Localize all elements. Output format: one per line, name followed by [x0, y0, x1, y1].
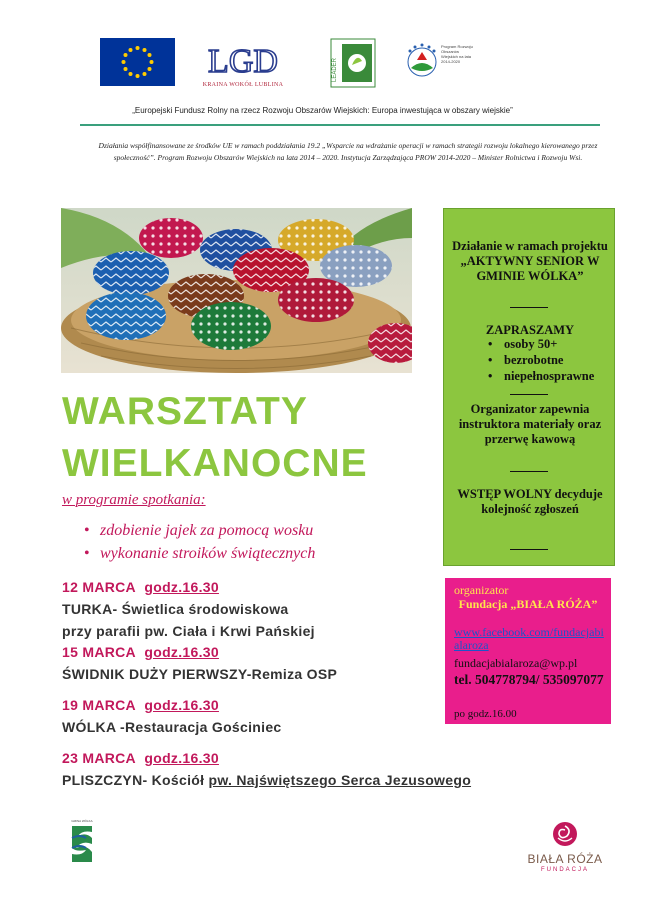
program-item: • wykonanie stroików świątecznych — [84, 545, 315, 568]
organizer-name: Fundacja „BIAŁA RÓŻA” — [458, 597, 598, 611]
schedule-date: 15 MARCA — [62, 644, 136, 660]
invite-item: • niepełnosprawne — [488, 369, 594, 385]
wolka-logo-icon — [68, 818, 96, 868]
eu-flag-icon — [100, 38, 175, 86]
schedule-time: godz.16.30 — [144, 750, 219, 766]
title-line-2: WIELKANOCNE — [62, 442, 368, 485]
rose-logo-icon — [520, 820, 610, 876]
organizer-box — [445, 578, 611, 724]
logo-strip — [0, 38, 645, 90]
eafrd-slogan: „Europejski Fundusz Rolny na rzecz Rozwoju Obszarów Wiejskich: Europa inwestująca w obszary wiejskie” — [132, 106, 513, 115]
leader-caption: LEADER — [332, 57, 338, 82]
divider — [510, 394, 548, 395]
schedule-place-prefix: PLISZCZYN- Kościół — [62, 772, 209, 788]
facebook-link[interactable]: www.facebook.com/fundacjabialaroza — [454, 625, 604, 652]
schedule-date-row — [62, 579, 219, 595]
lgd-mark: LGD — [208, 43, 278, 78]
schedule-place-underlined: pw. Najświętszego Serca Jezusowego — [208, 772, 472, 788]
schedule-date-row — [62, 697, 219, 713]
lgd-caption: KRAINA WOKÓŁ LUBLINA — [202, 82, 284, 88]
contact-hours: po godz.16.00 — [454, 708, 517, 720]
leader-logo-icon — [330, 38, 376, 88]
prow-logo-icon — [405, 42, 475, 86]
header-divider — [80, 124, 600, 126]
organizer-provides: Organizator zapewnia instruktora materiały oraz przerwę kawową — [458, 402, 602, 446]
program-list — [84, 522, 315, 568]
invite-item: • osoby 50+ — [488, 337, 594, 353]
lgd-logo-icon — [200, 40, 286, 88]
invite-list — [488, 337, 594, 385]
entry-info: WSTĘP WOLNY decyduje kolejność zgłoszeń — [457, 487, 603, 516]
schedule-time: godz.16.30 — [144, 579, 219, 595]
schedule-place: TURKA- Świetlica środowiskowa — [62, 601, 289, 617]
invite-item: • bezrobotne — [488, 353, 594, 369]
wolka-caption: GMINA WÓLKA — [71, 819, 93, 823]
schedule-time: godz.16.30 — [144, 644, 219, 660]
schedule-date: 19 MARCA — [62, 697, 136, 713]
schedule-time: godz.16.30 — [144, 697, 219, 713]
prow-caption: Program Rozwoju Obszarów Wiejskich na lata 2014-2020 — [441, 44, 473, 64]
schedule-place: ŚWIDNIK DUŻY PIERWSZY-Remiza OSP — [62, 666, 338, 682]
schedule-place: przy parafii pw. Ciała i Krwi Pańskiej — [62, 623, 315, 639]
funding-note: Działania współfinansowane ze środków UE w ramach poddziałania 19.2 „Wsparcie na wdrażanie operacji w ramach strategii rozwoju lokalnego kierowanego przez społeczność”. Program Rozwoju Obszarów Wiejskich na lata 2014 – 2020. Instytucja Zarządzająca PROW 2014-2020 – Minister Rolnictwa i Rozwoju Wsi. — [98, 141, 598, 162]
invite-label: ZAPRASZAMY — [485, 323, 575, 337]
schedule-place — [62, 772, 471, 788]
divider — [510, 307, 548, 308]
easter-eggs-photo — [61, 208, 412, 373]
schedule-date-row — [62, 750, 219, 766]
divider — [510, 471, 548, 472]
phone-number: tel. 504778794/ 535097077 — [454, 672, 604, 687]
rose-logo-name: BIAŁA RÓŻA — [527, 852, 603, 866]
title-line-1: WARSZTATY — [62, 390, 308, 433]
organizer-label: organizator — [454, 583, 509, 597]
email-address: fundacjabialaroza@wp.pl — [454, 656, 578, 670]
rose-logo-sub: FUNDACJA — [540, 867, 589, 873]
program-item: • zdobienie jajek za pomocą wosku — [84, 522, 315, 545]
divider — [510, 549, 548, 550]
schedule-date-row — [62, 644, 219, 660]
program-label: w programie spotkania: — [62, 492, 206, 508]
schedule-date: 23 MARCA — [62, 750, 136, 766]
schedule-date: 12 MARCA — [62, 579, 136, 595]
project-info-box — [443, 208, 615, 566]
project-description: Działanie w ramach projektu „AKTYWNY SENIOR W GMINIE WÓLKA” — [452, 239, 608, 283]
schedule-place: WÓLKA -Restauracja Gościniec — [62, 719, 282, 735]
